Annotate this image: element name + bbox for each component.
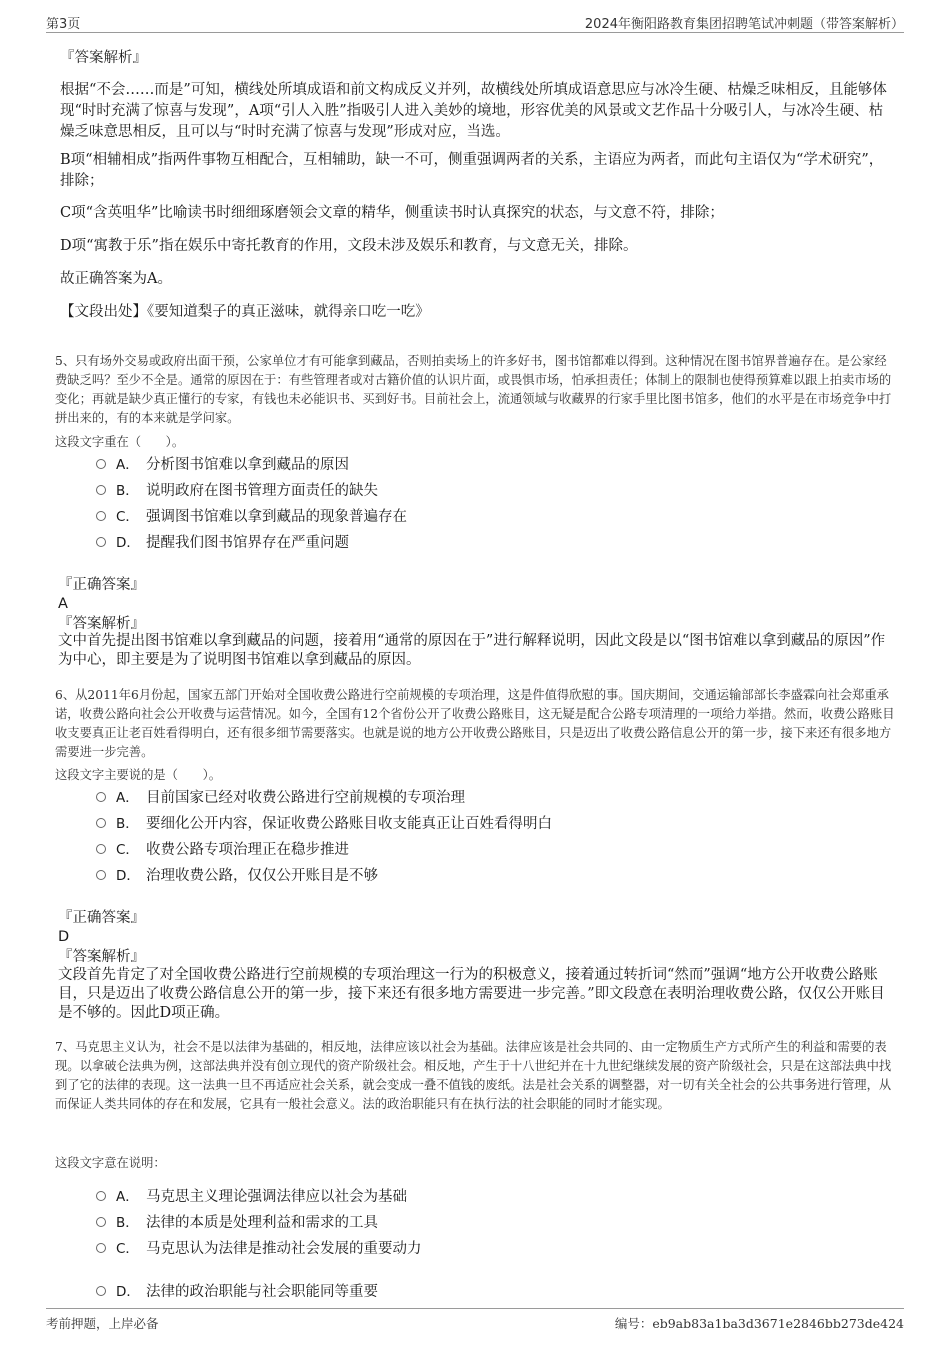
question-6-option-a[interactable]: A． 目前国家已经对收费公路进行空前规模的专项治理 — [96, 787, 465, 809]
radio-icon[interactable] — [96, 1243, 106, 1253]
question-6-stem: 这段文字主要说的是（ ）。 — [55, 768, 222, 782]
analysis-conclusion: 故正确答案为A。 — [60, 271, 172, 287]
question-5-option-d[interactable]: D． 提醒我们图书馆界存在严重问题 — [96, 532, 349, 554]
question-5-option-b[interactable]: B． 说明政府在图书管理方面责任的缺失 — [96, 480, 378, 502]
radio-icon[interactable] — [96, 1217, 106, 1227]
question-5-option-a[interactable]: A． 分析图书馆难以拿到藏品的原因 — [96, 454, 349, 476]
radio-icon[interactable] — [96, 511, 106, 521]
question-5-answer-label: 『正确答案』 — [58, 577, 145, 593]
question-7-option-a[interactable]: A． 马克思主义理论强调法律应以社会为基础 — [96, 1186, 407, 1208]
radio-icon[interactable] — [96, 870, 106, 880]
page-header — [46, 10, 904, 33]
radio-icon[interactable] — [96, 459, 106, 469]
question-5-answer: A — [58, 596, 68, 612]
question-5-option-c[interactable]: C． 强调图书馆难以拿到藏品的现象普遍存在 — [96, 506, 407, 528]
radio-icon[interactable] — [96, 485, 106, 495]
question-5-analysis-label: 『答案解析』 — [58, 616, 145, 632]
question-7-option-b[interactable]: B． 法律的本质是处理利益和需求的工具 — [96, 1212, 378, 1234]
analysis-label: 『答案解析』 — [60, 50, 147, 66]
question-5-text: 5、只有场外交易或政府出面干预，公家单位才有可能拿到藏品，否则拍卖场上的许多好书，图书馆都难以得到。这种情况在图书馆界普遍存在。是公家经费缺乏吗？至少不全是。通常的原因在于：有些管理者或对古籍价值的认识片面，或畏惧市场，怕承担责任；体制上的限制也使得预算难以跟上拍卖市场的变化；再就是缺少真正懂行的专家，有钱也未必能识书、买到好书。目前社会上，流通领域与收藏界的行家手里比图书馆多，他们的水平是在市场竞争中打拼出来的，有的本来就是学问家。 — [55, 354, 892, 425]
question-6-option-c[interactable]: C． 收费公路专项治理正在稳步推进 — [96, 839, 349, 861]
analysis-paragraph-2: B项“相辅相成”指两件事物互相配合，互相辅助，缺一不可，侧重强调两者的关系，主语应为两者，而此句主语仅为“学术研究”，排除； — [60, 152, 884, 189]
question-5-stem: 这段文字重在（ ）。 — [55, 435, 185, 449]
page-number: 第3页 — [46, 17, 81, 32]
question-7-stem: 这段文字意在说明： — [55, 1156, 166, 1170]
question-7-option-d[interactable]: D． 法律的政治职能与社会职能同等重要 — [96, 1281, 378, 1303]
question-5-analysis: 文中首先提出图书馆难以拿到藏品的问题，接着用“通常的原因在于”进行解释说明，因此文段是以“图书馆难以拿到藏品的原因”作为中心，即主要是为了说明图书馆难以拿到藏品的原因。 — [58, 633, 886, 668]
footer-slogan: 考前押题，上岸必备 — [46, 1316, 159, 1331]
question-7-option-c[interactable]: C． 马克思认为法律是推动社会发展的重要动力 — [96, 1238, 422, 1260]
analysis-paragraph-4: D项“寓教于乐”指在娱乐中寄托教育的作用，文段未涉及娱乐和教育，与文意无关，排除。 — [60, 238, 638, 254]
question-6-option-d[interactable]: D． 治理收费公路，仅仅公开账目是不够 — [96, 865, 378, 887]
question-6-option-b[interactable]: B． 要细化公开内容，保证收费公路账目收支能真正让百姓看得明白 — [96, 813, 552, 835]
question-6-text: 6、从2011年6月份起，国家五部门开始对全国收费公路进行空前规模的专项治理，这是件值得欣慰的事。国庆期间，交通运输部部长李盛霖向社会郑重承诺，收费公路向社会公开收费与运营情况。如今，全国有12个省份公开了收费公路账目，这无疑是配合公路专项清理的一项给力举措。然而，收费公路账目收支要真正让老百姓看得明白，还有很多细节需要落实。也就是说的地方公开收费公路账目，只是迈出了收费公路信息公开的第一步，接下来还有很多地方需要进一步完善。 — [55, 688, 895, 759]
radio-icon[interactable] — [96, 792, 106, 802]
radio-icon[interactable] — [96, 844, 106, 854]
radio-icon[interactable] — [96, 818, 106, 828]
document-title: 2024年衡阳路教育集团招聘笔试冲刺题（带答案解析） — [584, 17, 904, 32]
source-citation: 【文段出处】《要知道梨子的真正滋味，就得亲口吃一吃》 — [60, 304, 430, 320]
question-7-text: 7、马克思主义认为，社会不是以法律为基础的，相反地，法律应该以社会为基础。法律应该是社会共同的、由一定物质生产方式所产生的利益和需要的表现。以拿破仑法典为例，这部法典并没有创立现代的资产阶级社会。相反地，产生于十八世纪并在十九世纪继续发展的资产阶级社会，只是在这部法典中找到了它的法律的表现。这一法典一旦不再适应社会关系，就会变成一叠不值钱的废纸。法是社会关系的调整器，对一切有关全社会的公共事务进行管理，从而保证人类共同体的存在和发展，它具有一般社会意义。法的政治职能只有在执行法的社会职能的同时才能实现。 — [55, 1040, 892, 1111]
page-footer — [46, 1308, 904, 1339]
radio-icon[interactable] — [96, 537, 106, 547]
radio-icon[interactable] — [96, 1286, 106, 1296]
question-6-analysis: 文段首先肯定了对全国收费公路进行空前规模的专项治理这一行为的积极意义，接着通过转折词“然而”强调“地方公开收费公路账目，只是迈出了收费公路信息公开的第一步，接下来还有很多地方需要进一步完善。”即文段意在表明治理收费公路，仅仅公开账目是不够的。因此D项正确。 — [58, 967, 885, 1021]
question-6-analysis-label: 『答案解析』 — [58, 949, 145, 965]
question-6-answer: D — [58, 929, 70, 945]
analysis-paragraph-1: 根据“不会……而是”可知，横线处所填成语和前文构成反义并列，故横线处所填成语意思应与冰冷生硬、枯燥乏味相反，且能够体现“时时充满了惊喜与发现”，A项“引人入胜”指吸引人进入美妙的境地，形容优美的风景或文艺作品十分吸引人，与冰冷生硬、枯燥乏味意思相反，且可以与“时时充满了惊喜与发现”形成对应，当选。 — [60, 82, 887, 140]
analysis-paragraph-3: C项“含英咀华”比喻读书时细细琢磨领会文章的精华，侧重读书时认真探究的状态，与文意不符，排除； — [60, 205, 724, 221]
radio-icon[interactable] — [96, 1191, 106, 1201]
question-6-answer-label: 『正确答案』 — [58, 910, 145, 926]
document-serial: 编号：eb9ab83a1ba3d3671e2846bb273de424 — [614, 1316, 904, 1331]
